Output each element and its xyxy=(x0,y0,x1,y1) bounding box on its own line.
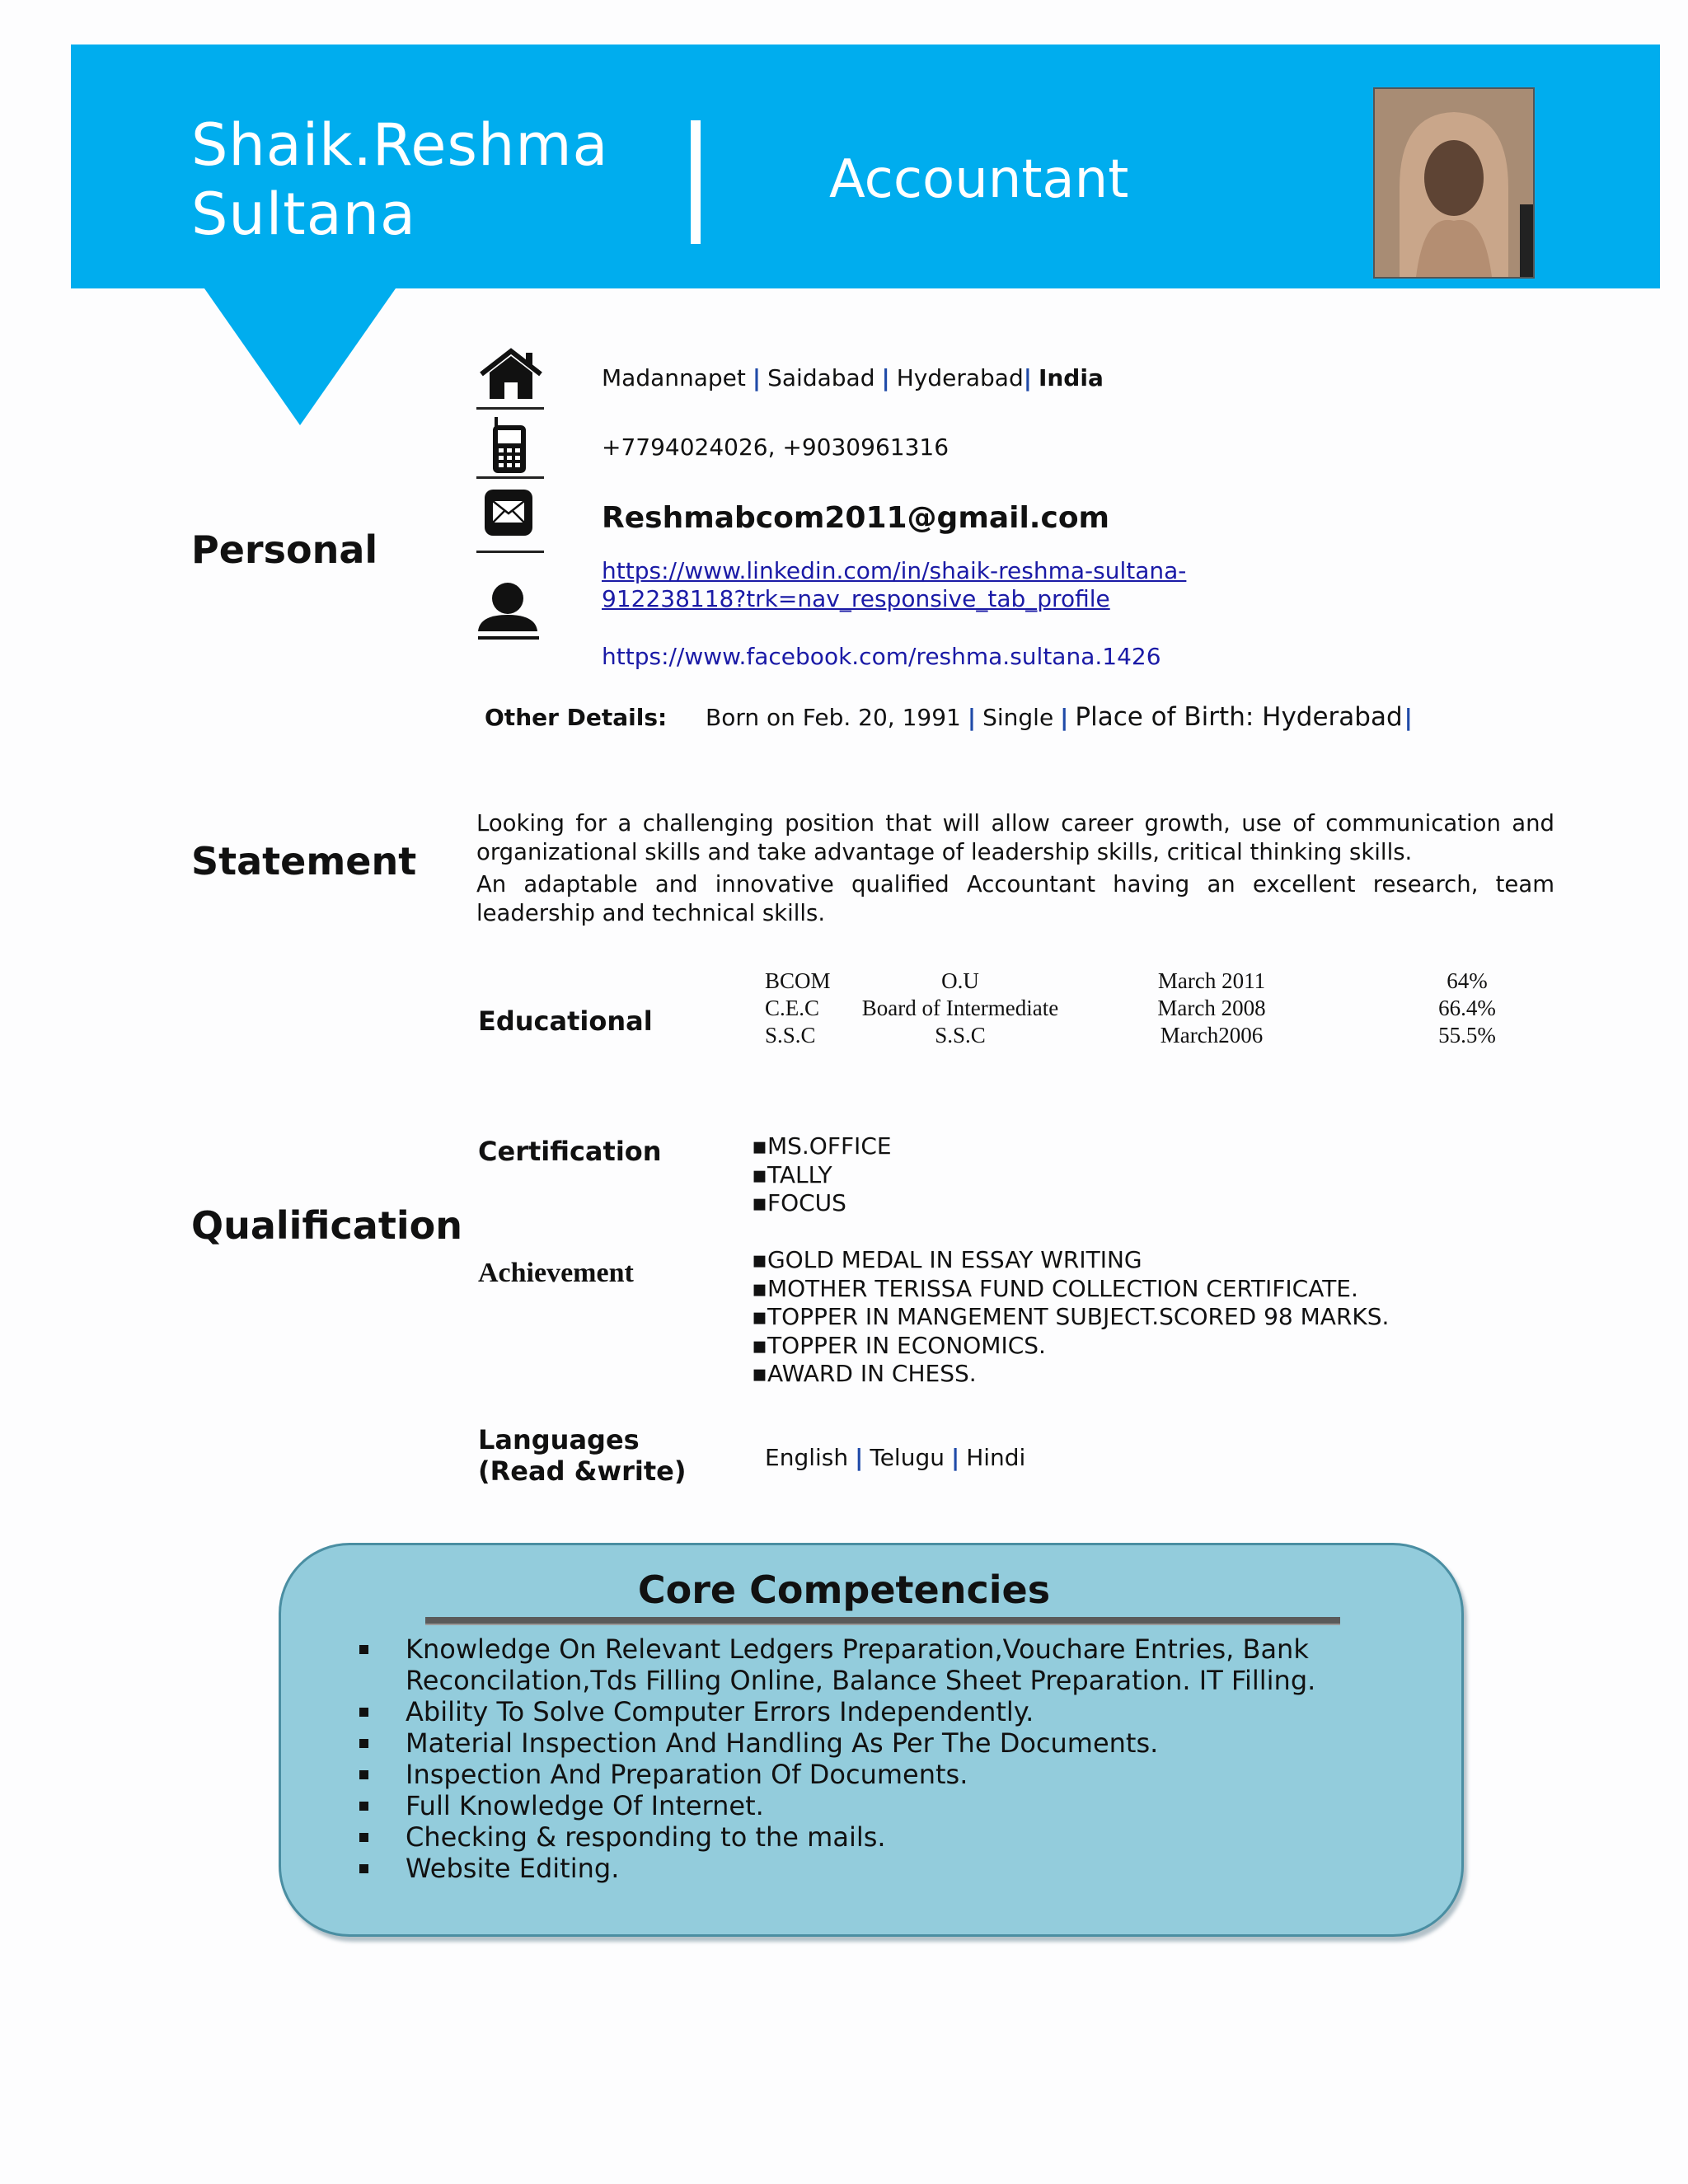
score: 64% xyxy=(1447,968,1488,993)
bullet-icon xyxy=(359,1802,368,1811)
pipe-separator: | xyxy=(950,1444,960,1471)
list-item: ▪TOPPER IN ECONOMICS. xyxy=(752,1331,1046,1359)
contact-separator xyxy=(476,476,544,479)
address-city: Hyderabad xyxy=(896,364,1024,391)
place-of-birth: Place of Birth: Hyderabad xyxy=(1075,702,1403,732)
language: Hindi xyxy=(966,1444,1026,1471)
bullet-icon xyxy=(359,1833,368,1842)
competency-item: Full Knowledge Of Internet. xyxy=(406,1790,764,1821)
linkedin-link[interactable]: https://www.linkedin.com/in/shaik-reshma-sultana- xyxy=(602,557,1187,584)
bullet-icon xyxy=(359,1708,368,1717)
profile-photo xyxy=(1373,87,1535,279)
date: March 2011 xyxy=(1157,968,1266,993)
certification-label: Certification xyxy=(478,1136,662,1167)
contact-separator xyxy=(476,551,544,553)
achievement-list xyxy=(752,1246,1389,1389)
list-item: ▪MOTHER TERISSA FUND COLLECTION CERTIFICATE. xyxy=(752,1274,1358,1302)
person-icon xyxy=(476,580,546,649)
pipe-separator: | xyxy=(752,364,762,391)
pipe-separator: | xyxy=(1023,364,1032,391)
statement-paragraph: An adaptable and innovative qualified Accountant having an excellent research, team leadership and technical skills. xyxy=(476,871,1554,926)
education-scores xyxy=(1418,968,1517,1049)
header-divider xyxy=(691,120,701,244)
list-item: ▪FOCUS xyxy=(752,1189,846,1216)
degree: BCOM xyxy=(765,968,831,993)
address-locality: Saidabad xyxy=(767,364,875,391)
pipe-separator: | xyxy=(967,704,977,731)
other-details-label: Other Details: xyxy=(485,704,668,731)
list-item: ▪TOPPER IN MANGEMENT SUBJECT.SCORED 98 MARKS. xyxy=(752,1303,1390,1330)
envelope-icon xyxy=(476,486,546,542)
competency-item: Inspection And Preparation Of Documents. xyxy=(406,1759,968,1790)
birth-date: Born on Feb. 20, 1991 xyxy=(706,704,961,731)
language: Telugu xyxy=(870,1444,945,1471)
competency-item: Knowledge On Relevant Ledgers Preparation,Vouchare Entries, Bank xyxy=(406,1633,1309,1665)
address-area: Madannapet xyxy=(602,364,746,391)
section-qualification: Qualification xyxy=(191,1203,462,1248)
job-title: Accountant xyxy=(829,149,1129,210)
address-country: India xyxy=(1038,364,1104,391)
competency-item: Material Inspection And Handling As Per The Documents. xyxy=(406,1727,1159,1759)
pipe-separator: | xyxy=(881,364,890,391)
languages-label-line: Languages xyxy=(478,1424,640,1455)
bullet-icon xyxy=(359,1739,368,1748)
bullet-icon xyxy=(359,1770,368,1779)
list-item: ▪GOLD MEDAL IN ESSAY WRITING xyxy=(752,1246,1142,1273)
competency-item: Checking & responding to the mails. xyxy=(406,1821,886,1853)
score: 66.4% xyxy=(1438,996,1496,1020)
education-dates xyxy=(1137,968,1286,1049)
home-icon xyxy=(476,348,546,405)
certification-list xyxy=(752,1132,892,1218)
education-degrees xyxy=(765,968,831,1049)
bullet-icon xyxy=(359,1864,368,1873)
pipe-separator: | xyxy=(1404,704,1413,731)
phone-numbers: +7794024026, +9030961316 xyxy=(602,434,950,461)
candidate-name-second-line: Sultana xyxy=(191,180,416,248)
facebook-link[interactable]: https://www.facebook.com/reshma.sultana.1426 xyxy=(602,643,1161,670)
marital-status: Single xyxy=(982,704,1054,731)
languages-label xyxy=(478,1424,686,1487)
email-address[interactable]: Reshmabcom2011@gmail.com xyxy=(602,501,1110,535)
score: 55.5% xyxy=(1438,1023,1496,1047)
achievement-label: Achievement xyxy=(478,1258,634,1288)
mobile-phone-icon xyxy=(476,415,546,478)
address xyxy=(602,364,1104,391)
candidate-name: Shaik.Reshma xyxy=(191,111,609,179)
board: Board of Intermediate xyxy=(861,996,1059,1020)
education-boards xyxy=(857,968,1063,1049)
competency-item-continued: Reconcilation,Tds Filling Online, Balance Sheet Preparation. IT Filling. xyxy=(406,1665,1316,1696)
languages-label-line: (Read &write) xyxy=(478,1455,687,1487)
educational-label: Educational xyxy=(478,1005,653,1037)
section-personal: Personal xyxy=(191,527,378,572)
bullet-icon xyxy=(359,1645,368,1654)
statement-paragraph: Looking for a challenging position that will allow career growth, use of communication and organizational skills and take advantage of leadership skills, critical thinking skills. xyxy=(476,810,1554,865)
section-statement: Statement xyxy=(191,839,417,883)
linkedin-link-continued[interactable]: 912238118?trk=nav_responsive_tab_profile xyxy=(602,585,1110,612)
core-competencies-title: Core Competencies xyxy=(637,1568,1051,1612)
banner-pointer xyxy=(204,288,396,425)
competency-item: Website Editing. xyxy=(406,1853,620,1884)
pipe-separator: | xyxy=(855,1444,864,1471)
list-item: ▪TALLY xyxy=(752,1160,832,1188)
board: O.U xyxy=(941,968,979,993)
board: S.S.C xyxy=(935,1023,986,1047)
other-details-values xyxy=(706,702,1419,732)
degree: C.E.C xyxy=(765,996,820,1020)
pipe-separator: | xyxy=(1060,704,1069,731)
contact-separator xyxy=(476,407,544,410)
languages-list xyxy=(765,1444,1025,1471)
list-item: ▪MS.OFFICE xyxy=(752,1132,892,1160)
core-title-rule xyxy=(425,1617,1340,1625)
list-item: ▪AWARD IN CHESS. xyxy=(752,1360,977,1387)
date: March2006 xyxy=(1160,1023,1264,1047)
degree: S.S.C xyxy=(765,1023,816,1047)
competency-item: Ability To Solve Computer Errors Independently. xyxy=(406,1696,1034,1727)
language: English xyxy=(765,1444,849,1471)
date: March 2008 xyxy=(1157,996,1266,1020)
